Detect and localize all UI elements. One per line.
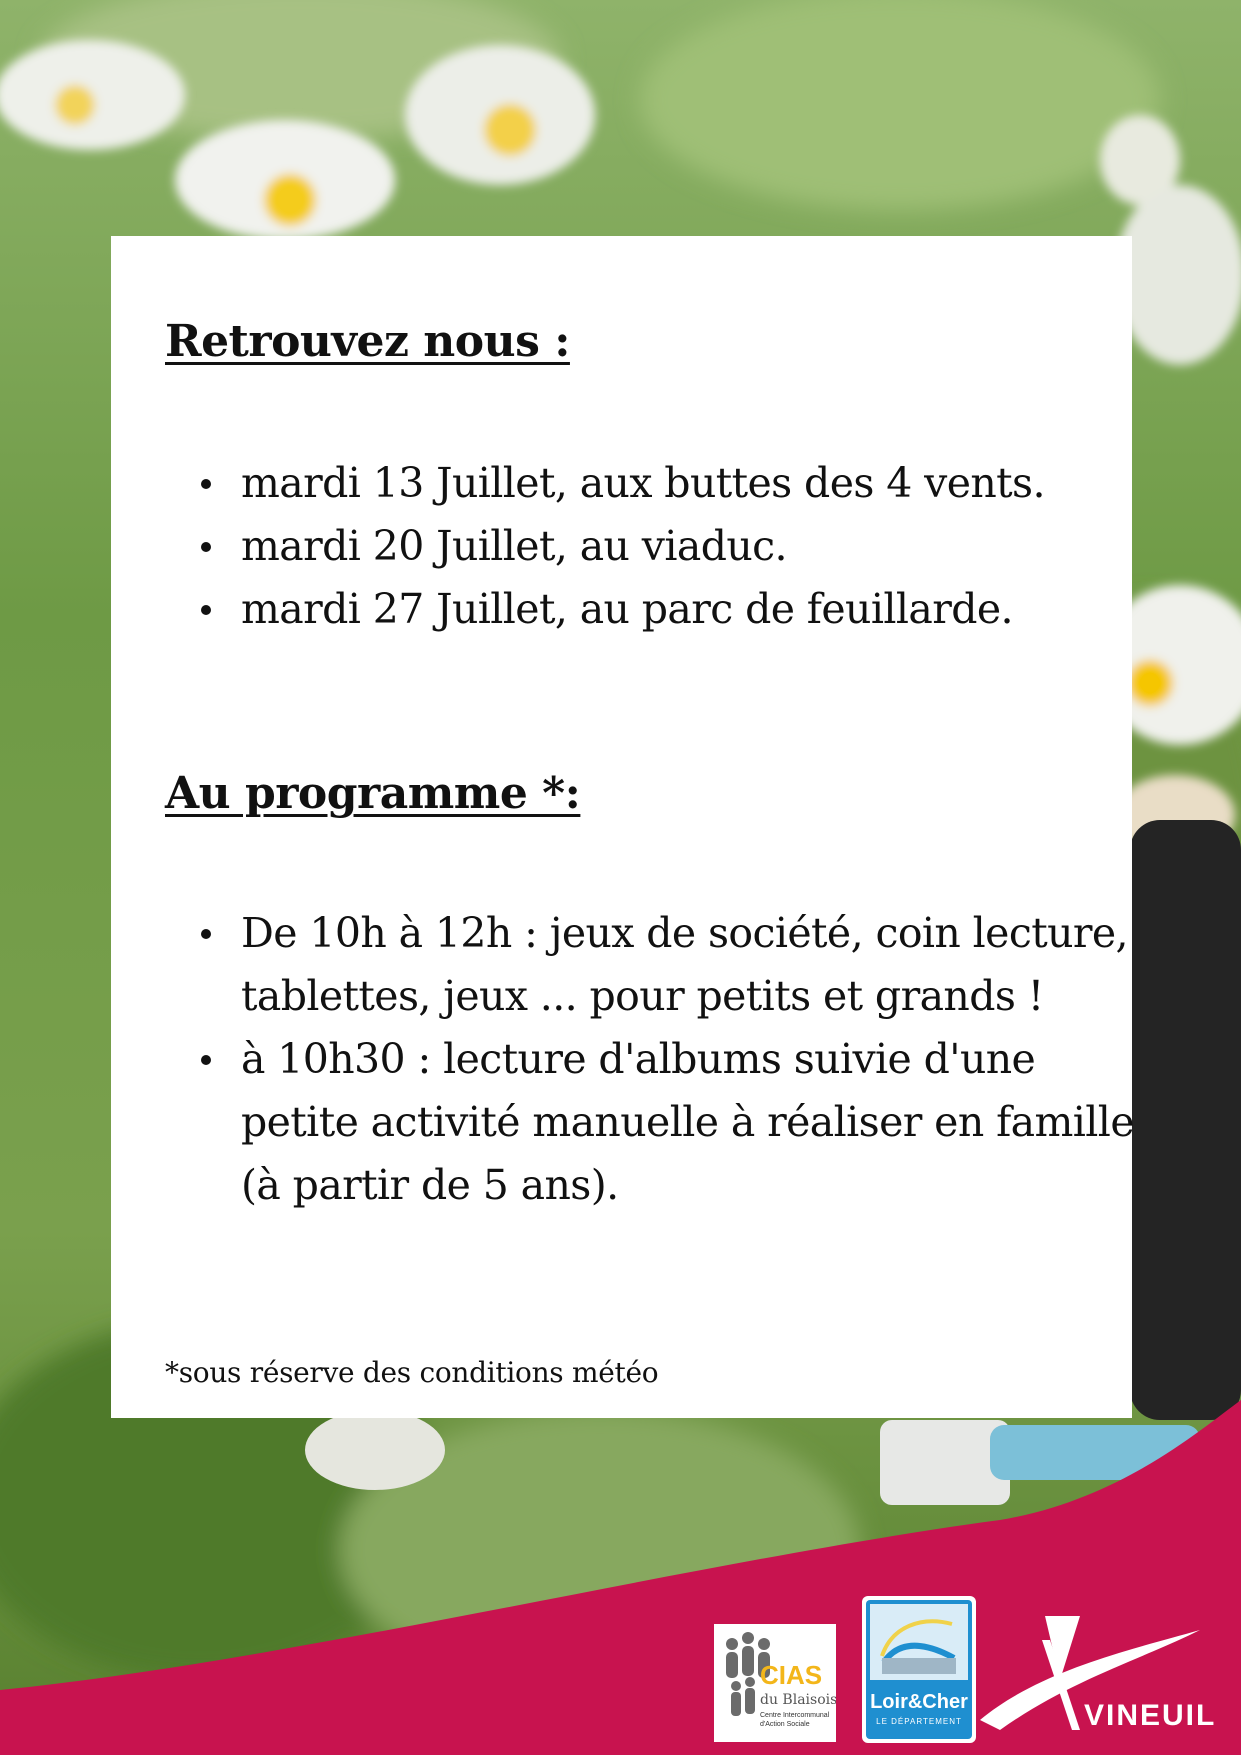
- loir-wordmark: Loir&Cher: [870, 1691, 968, 1713]
- visit-dates-list: [165, 452, 1171, 641]
- list-item: mardi 13 Juillet, aux buttes des 4 vents.: [241, 452, 1171, 515]
- list-item: mardi 20 Juillet, au viaduc.: [241, 515, 1171, 578]
- cias-tagline2: d'Action Sociale: [760, 1721, 810, 1728]
- heading-retrouvez: Retrouvez nous :: [165, 316, 570, 367]
- program-list: [165, 902, 1141, 1217]
- list-item: De 10h à 12h : jeux de société, coin lecture, tablettes, jeux ... pour petits et grands !: [241, 902, 1141, 1028]
- vineuil-logo: [980, 1610, 1220, 1740]
- loir-sub: LE DÉPARTEMENT: [876, 1717, 962, 1726]
- list-item: mardi 27 Juillet, au parc de feuillarde.: [241, 578, 1171, 641]
- cias-wordmark: CIAS: [760, 1660, 823, 1690]
- weather-footnote: *sous réserve des conditions météo: [165, 1356, 659, 1389]
- cias-tagline1: Centre Intercommunal: [760, 1712, 830, 1719]
- cias-logo: [714, 1624, 836, 1742]
- cias-sub: du Blaisois: [760, 1692, 836, 1708]
- heading-programme: Au programme *:: [165, 768, 581, 819]
- vineuil-wordmark: VINEUIL: [1084, 1699, 1217, 1732]
- loir-et-cher-logo: [862, 1596, 976, 1743]
- list-item: à 10h30 : lecture d'albums suivie d'une petite activité manuelle à réaliser en famille (à partir de 5 ans).: [241, 1028, 1141, 1217]
- info-card: [111, 236, 1132, 1418]
